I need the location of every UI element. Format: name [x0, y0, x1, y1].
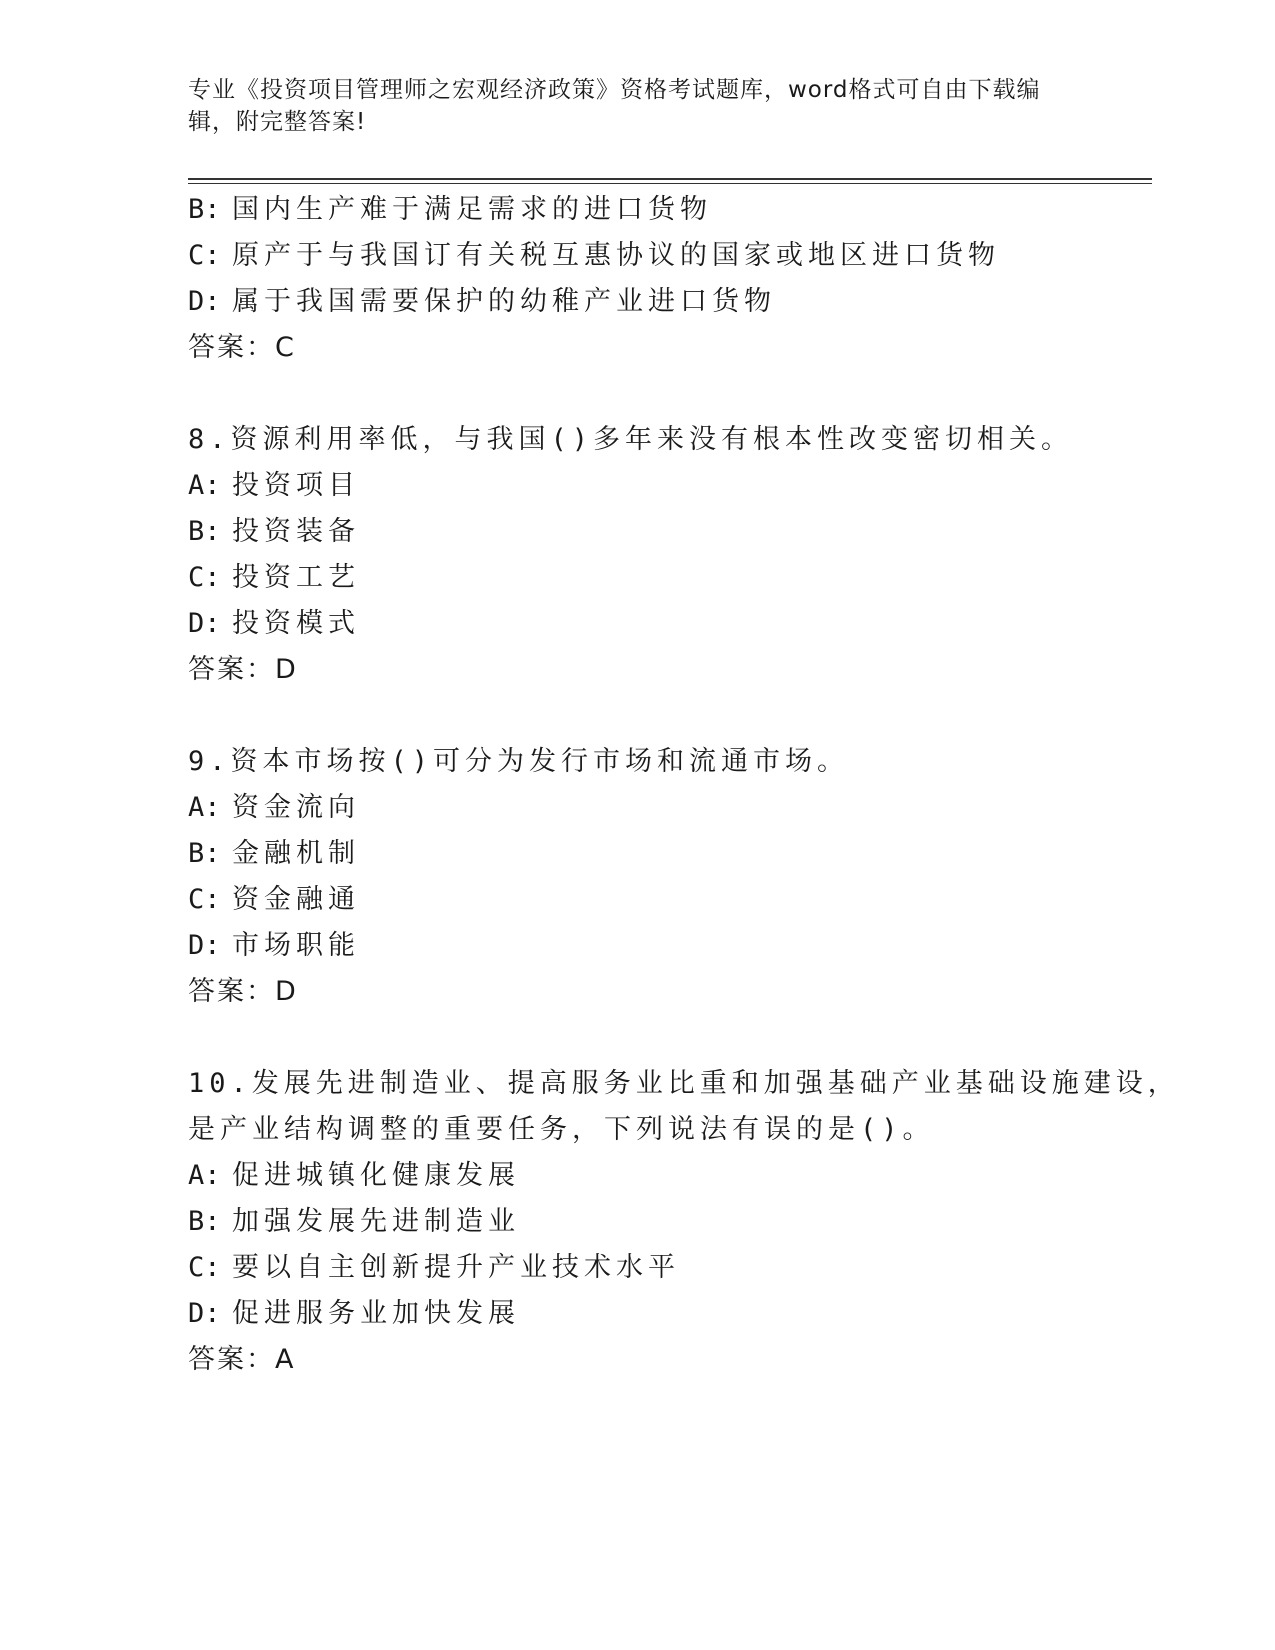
option-a: A: 资金流向: [188, 792, 360, 823]
option-d: D: 投资模式: [188, 608, 360, 639]
option-d: D: 促进服务业加快发展: [188, 1298, 520, 1329]
header-divider-thick: [188, 178, 1152, 180]
question-stem: 8.资源利用率低，与我国()多年来没有根本性改变密切相关。: [188, 424, 1074, 455]
option-d: D: 市场职能: [188, 930, 360, 961]
question-list: [188, 187, 1180, 1383]
question-stem-line-1: 10.发展先进制造业、提高服务业比重和加强基础产业基础设施建设，: [188, 1068, 1180, 1099]
option-a: A: 投资项目: [188, 470, 360, 501]
header-line-2: 辑，附完整答案!: [188, 109, 367, 135]
option-c: C: 原产于与我国订有关税互惠协议的国家或地区进口货物: [188, 240, 1000, 271]
answer-line: 答案：C: [188, 332, 296, 363]
question-block-8: [188, 417, 1088, 693]
option-c: C: 资金融通: [188, 884, 360, 915]
question-block-9: [188, 739, 1088, 1015]
answer-line: 答案：D: [188, 654, 298, 685]
question-block-prev: [188, 187, 1088, 371]
answer-line: 答案：A: [188, 1344, 296, 1375]
answer-line: 答案：D: [188, 976, 298, 1007]
option-b: B: 加强发展先进制造业: [188, 1206, 520, 1237]
option-c: C: 要以自主创新提升产业技术水平: [188, 1252, 680, 1283]
header-divider-thin: [188, 183, 1152, 184]
question-stem-line-2: 是产业结构调整的重要任务，下列说法有误的是()。: [188, 1114, 935, 1145]
option-b: B: 金融机制: [188, 838, 360, 869]
option-c: C: 投资工艺: [188, 562, 360, 593]
option-d: D: 属于我国需要保护的幼稚产业进口货物: [188, 286, 776, 317]
option-a: A: 促进城镇化健康发展: [188, 1160, 520, 1191]
question-stem: 9.资本市场按()可分为发行市场和流通市场。: [188, 746, 850, 777]
header-line-1: 专业《投资项目管理师之宏观经济政策》资格考试题库，word格式可自由下载编: [188, 77, 1041, 103]
document-header: [188, 74, 1068, 138]
option-b: B: 国内生产难于满足需求的进口货物: [188, 194, 712, 225]
question-block-10: [188, 1061, 1180, 1383]
option-b: B: 投资装备: [188, 516, 360, 547]
